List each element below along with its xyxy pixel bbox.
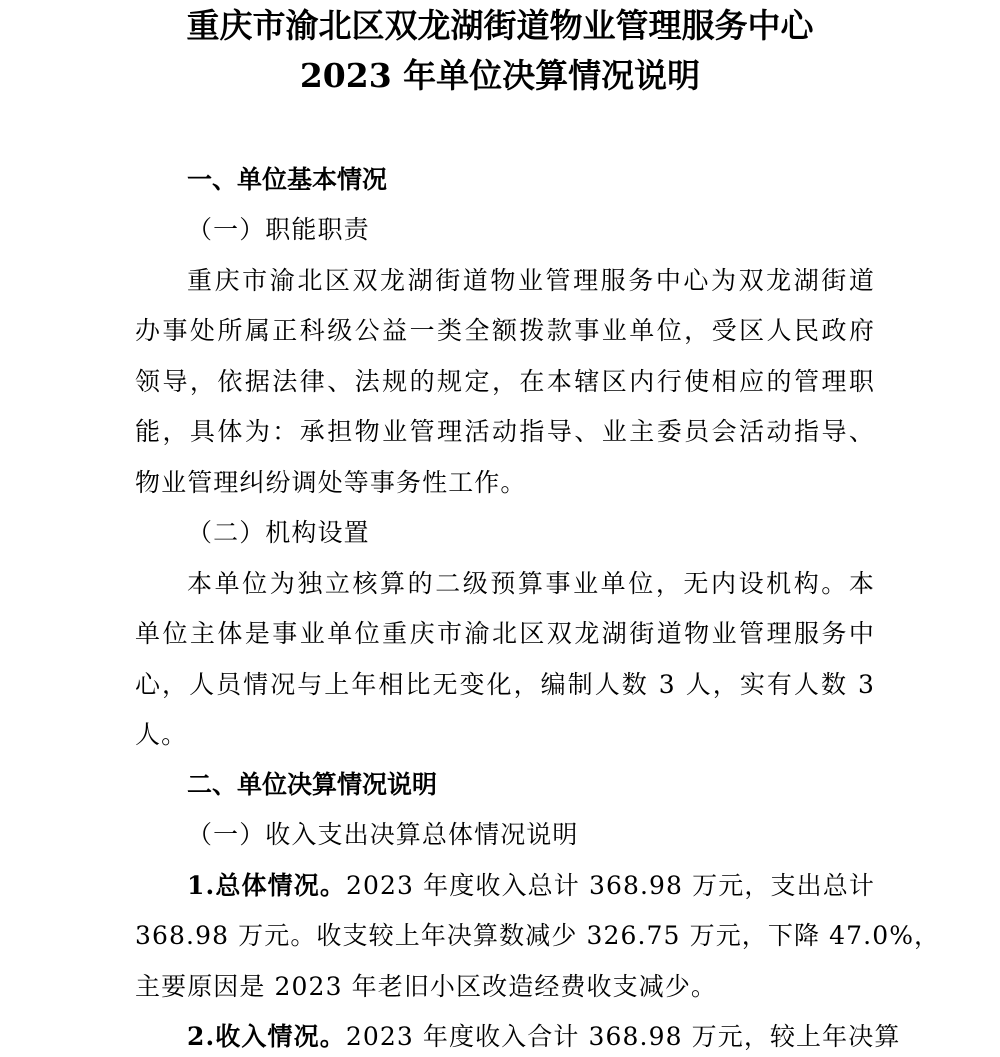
section-2-sub-1-heading: （一）收入支出决算总体情况说明	[187, 820, 579, 849]
paragraph-line: 单位主体是事业单位重庆市渝北区双龙湖街道物业管理服务中	[135, 619, 875, 648]
document-title-line-2: 2023 年单位决算情况说明	[299, 56, 701, 95]
paragraph-line: 办事处所属正科级公益一类全额拨款事业单位，受区人民政府	[135, 316, 875, 345]
paragraph-line	[187, 1017, 901, 1057]
section-1-heading: 一、单位基本情况	[187, 165, 388, 194]
document-title-line-1: 重庆市渝北区双龙湖街道物业管理服务中心	[186, 6, 814, 45]
paragraph-line: 能，具体为：承担物业管理活动指导、业主委员会活动指导、	[135, 417, 875, 446]
paragraph-line: 物业管理纠纷调处等事务性工作。	[135, 468, 527, 497]
paragraph-label: 1.总体情况。	[187, 871, 346, 900]
paragraph-line: 领导，依据法律、法规的规定，在本辖区内行使相应的管理职	[135, 367, 875, 396]
paragraph-line: 重庆市渝北区双龙湖街道物业管理服务中心为双龙湖街道	[187, 266, 875, 295]
paragraph-line: 人。	[135, 720, 188, 749]
section-1-sub-1-heading: （一）职能职责	[187, 215, 370, 244]
paragraph-line: 主要原因是 2023 年老旧小区改造经费收支减少。	[135, 972, 718, 1001]
paragraph-line	[187, 866, 875, 906]
paragraph-text: 2023 年度收入合计 368.98 万元，较上年决算	[345, 1022, 901, 1051]
paragraph-line: 368.98 万元。收支较上年决算数减少 326.75 万元，下降 47.0%，	[135, 921, 941, 950]
section-2-heading: 二、单位决算情况说明	[187, 770, 438, 799]
paragraph-text: 2023 年度收入总计 368.98 万元，支出总计	[345, 871, 875, 900]
section-1-sub-2-heading: （二）机构设置	[187, 518, 370, 547]
paragraph-line: 心，人员情况与上年相比无变化，编制人数 3 人，实有人数 3	[135, 670, 875, 699]
paragraph-label: 2.收入情况。	[187, 1022, 346, 1051]
paragraph-line: 本单位为独立核算的二级预算事业单位，无内设机构。本	[187, 569, 875, 598]
